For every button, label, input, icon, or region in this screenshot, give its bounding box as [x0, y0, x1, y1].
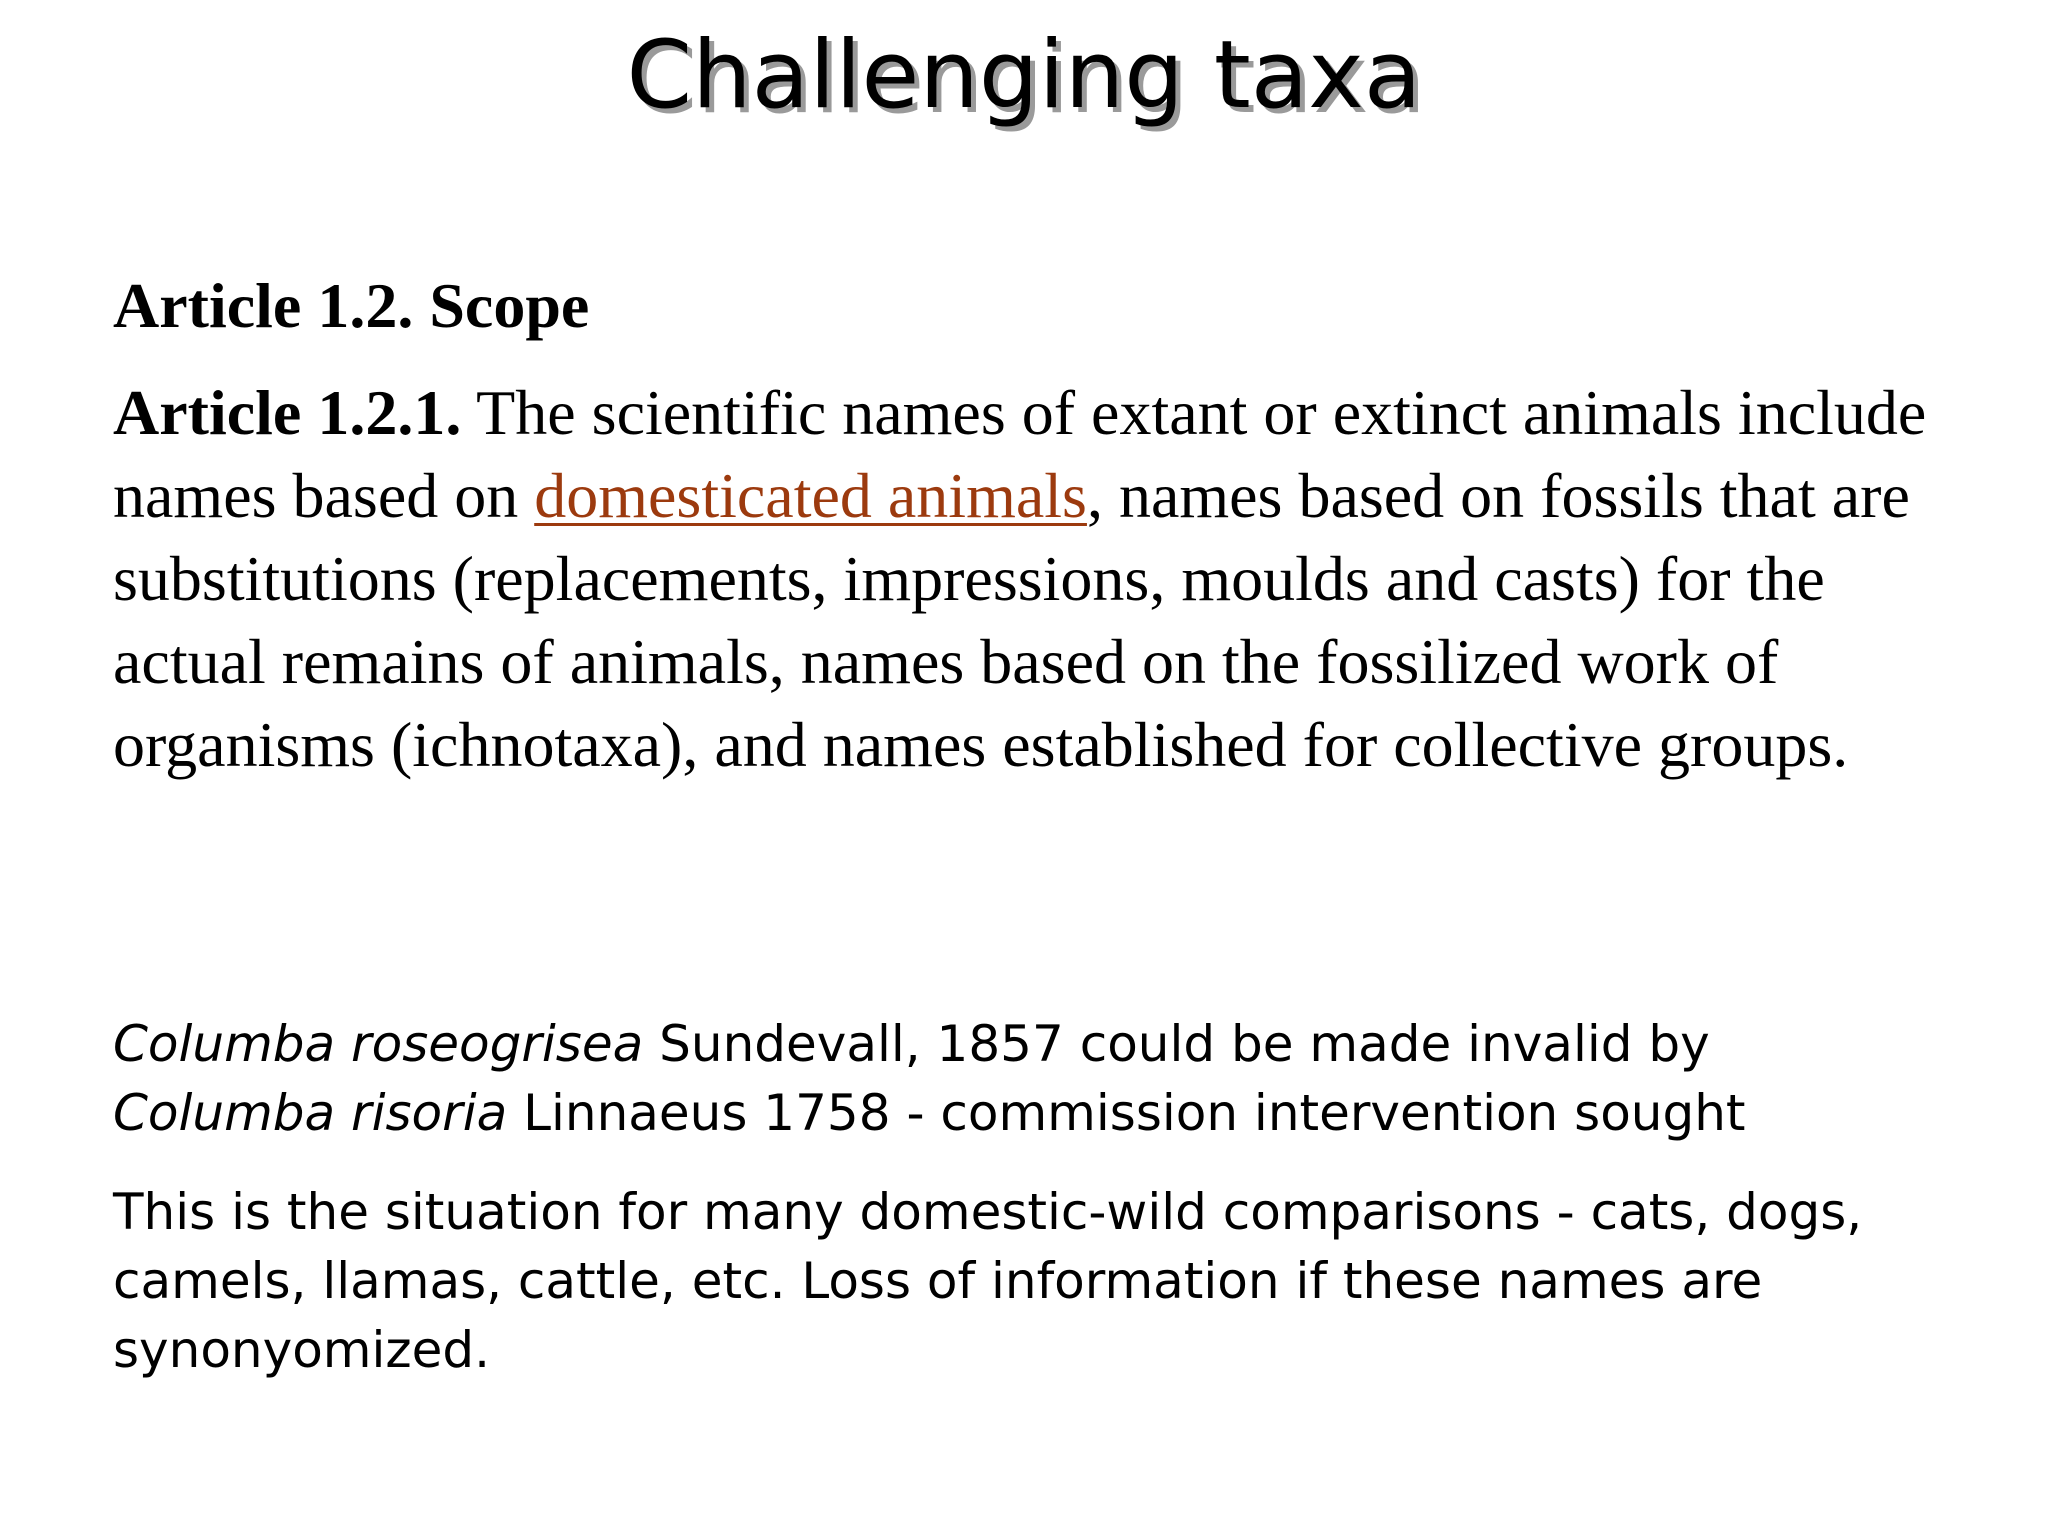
- domesticated-animals-link[interactable]: domesticated animals: [534, 459, 1087, 531]
- notes-block: [113, 1010, 1953, 1385]
- article-body-label: Article 1.2.1.: [113, 376, 462, 448]
- note-text-2: Linnaeus 1758 - commission intervention sought: [507, 1084, 1746, 1142]
- species-name-columba-roseogrisea: Columba roseogrisea: [113, 1015, 644, 1073]
- article-body: [113, 371, 1943, 786]
- note-text-1: Sundevall, 1857 could be made invalid by: [643, 1015, 1710, 1073]
- note-paragraph-1: [113, 1010, 1953, 1148]
- slide-title: Challenging taxa: [626, 21, 1422, 130]
- article-heading: Article 1.2. Scope: [113, 270, 590, 341]
- note-paragraph-2: This is the situation for many domestic-wild comparisons - cats, dogs, camels, llamas, cattle, etc. Loss of information if these names are synonyomized.: [113, 1183, 1863, 1379]
- species-name-columba-risoria: Columba risoria: [113, 1084, 508, 1142]
- article-body-text-part1: The scientific names of extant or extinct animals include names based on: [113, 376, 1927, 531]
- article-block: [113, 268, 1943, 786]
- article-body-text-part2: , names based on fossils that are substitutions (replacements, impressions, moulds and casts) for the actual remains of animals, names based on the fossilized work of organisms (ichnotaxa), and names established for collective groups.: [113, 459, 1910, 780]
